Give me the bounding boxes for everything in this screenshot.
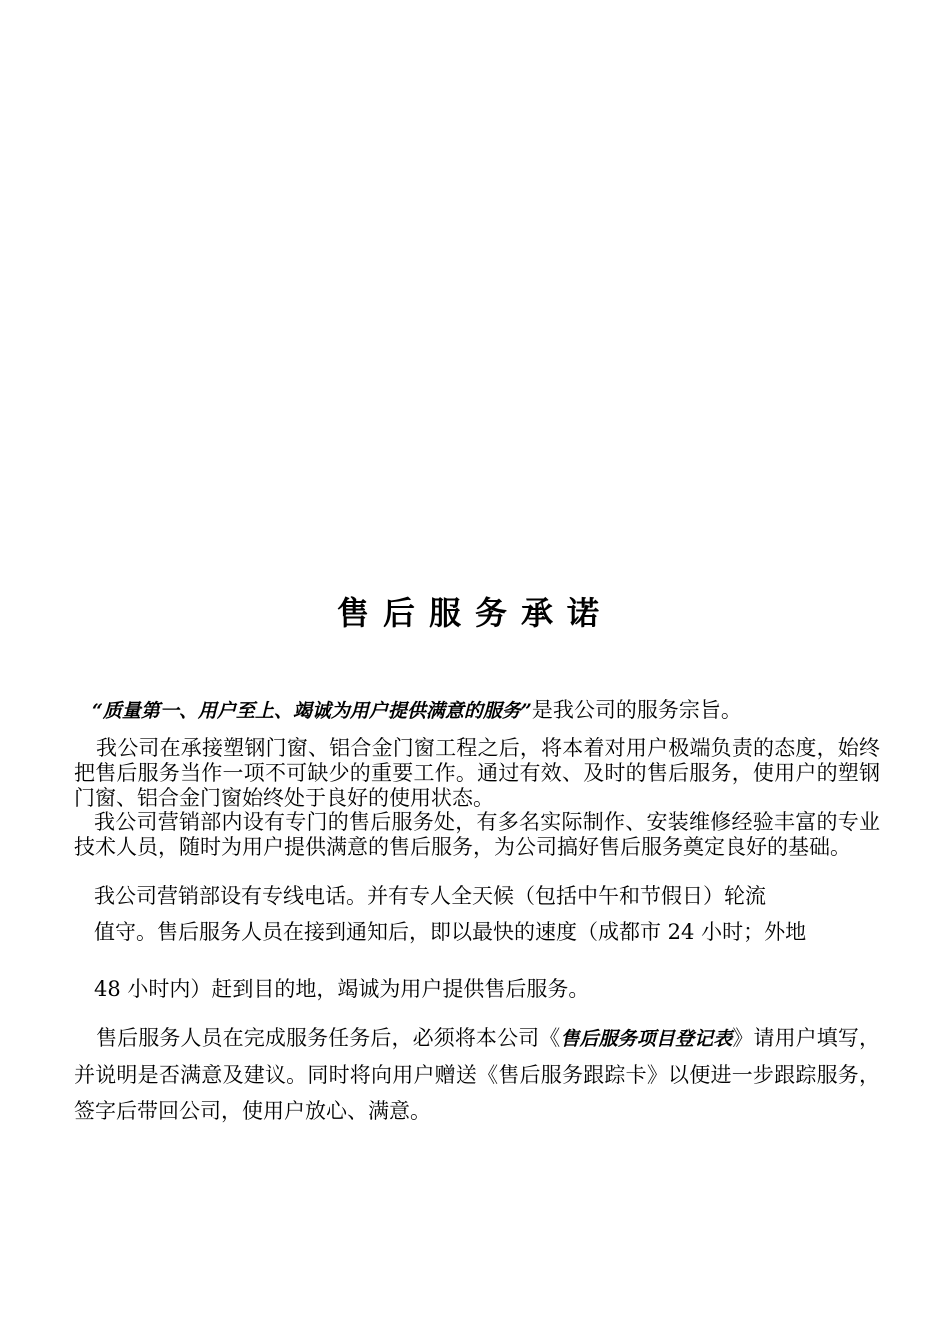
completion-text-end: 》请用户填写，并说明是否满意及建议。同时将向用户赠送《售后服务跟踪卡》以便进一步跟踪服务，签字后带回公司，使用户放心、满意。 bbox=[74, 1026, 881, 1123]
hotline-line-1: 我公司营销部设有专线电话。并有专人全天候（包括中午和节假日）轮流 bbox=[94, 884, 766, 908]
service-motto bbox=[92, 694, 912, 724]
paragraph-hotline bbox=[74, 884, 880, 1002]
motto-quote: “质量第一、用户至上、竭诚为用户提供满意的服务” bbox=[92, 700, 532, 722]
paragraph-completion bbox=[74, 1020, 880, 1129]
document-title: 售后服务承诺 bbox=[336, 594, 613, 632]
hotline-line-3: 48 小时内）赶到目的地，竭诚为用户提供售后服务。 bbox=[94, 977, 590, 1001]
paragraph-commitment: 我公司在承接塑钢门窗、铝合金门窗工程之后，将本着对用户极端负责的态度，始终把售后服务当作一项不可缺少的重要工作。通过有效、及时的售后服务，使用户的塑钢门窗、铝合金门窗始终处于良好的使用状态。 bbox=[74, 736, 880, 810]
paragraph-service-department: 我公司营销部内设有专门的售后服务处，有多名实际制作、安装维修经验丰富的专业技术人员，随时为用户提供满意的售后服务，为公司搞好售后服务奠定良好的基础。 bbox=[74, 810, 880, 859]
completion-text-start: 售后服务人员在完成服务任务后，必须将本公司《 bbox=[96, 1026, 561, 1050]
motto-rest: 是我公司的服务宗旨。 bbox=[531, 698, 742, 722]
hotline-line-2: 值守。售后服务人员在接到通知后，即以最快的速度（成都市 24 小时；外地 bbox=[94, 920, 807, 944]
registration-form-name: 售后服务项目登记表 bbox=[560, 1028, 733, 1050]
